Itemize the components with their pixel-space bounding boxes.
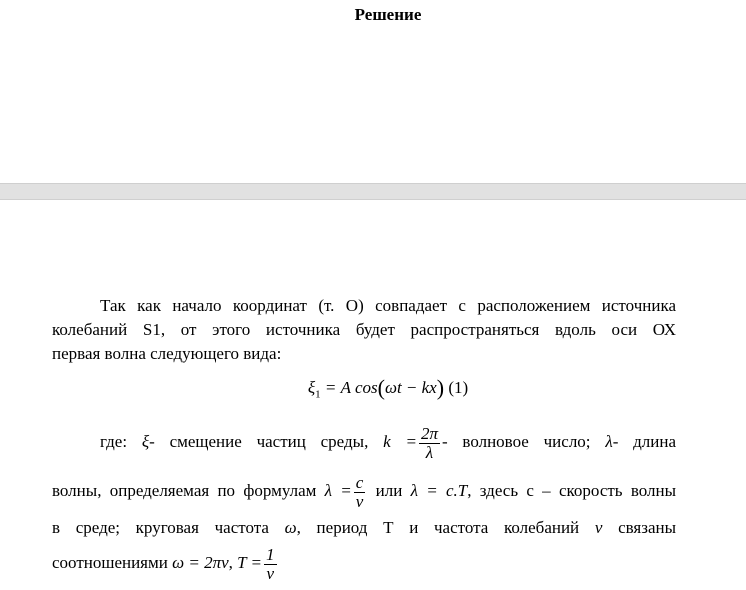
formula-rhs: = A cos: [320, 378, 378, 397]
speed-text: , здесь с – скорость волны: [467, 481, 677, 500]
intro-line-2: колебаний S1, от этого источника будет распространяться вдоль оси ОХ: [52, 320, 676, 339]
c-numerator: c: [355, 472, 364, 492]
formula-argument: ωt − kx: [384, 378, 437, 397]
lambda-cT: λ = c.T: [410, 481, 468, 500]
paragraph-intro: [52, 294, 676, 366]
formula-number: (1): [444, 378, 469, 397]
xi-symbol-2: ξ: [141, 432, 150, 451]
period-frequency-text: , период Т и частота колебаний: [296, 518, 580, 537]
lambda-eq: λ =: [324, 481, 352, 500]
definitions-line-3: [52, 516, 676, 540]
period-fraction: [264, 546, 277, 583]
formulas-text: волны, определяемая по формулам: [52, 481, 317, 500]
xi-subscript: 1: [315, 388, 321, 401]
page-separator: [0, 183, 746, 200]
nu-denominator-2: ν: [266, 563, 275, 583]
length-text: - длина: [612, 432, 677, 451]
definitions-line-2: [52, 471, 676, 511]
xi-symbol: ξ: [307, 378, 316, 397]
k-fraction: [419, 425, 440, 462]
left-paren: (: [377, 375, 385, 400]
comma: ,: [228, 553, 233, 572]
period-symbol: T =: [237, 553, 263, 572]
related-text: связаны: [618, 518, 677, 537]
intro-line-1-text: Так как начало координат (т. О) совпадает с расположением источника: [100, 296, 676, 315]
where-label: где:: [100, 432, 128, 451]
angular-frequency-text: в среде; круговая частота: [52, 518, 269, 537]
nu-symbol: ν: [594, 518, 603, 537]
or-text: или: [375, 481, 403, 500]
k-denominator: λ: [425, 442, 434, 462]
one-numerator: 1: [266, 544, 275, 564]
definitions-line-1: [52, 422, 676, 462]
lambda-symbol: λ: [605, 432, 613, 451]
intro-line-3: первая волна следующего вида:: [52, 344, 282, 363]
k-numerator: 2π: [420, 423, 438, 443]
relations-text: соотношениями: [52, 553, 168, 572]
omega-equation: ω = 2πν: [172, 553, 229, 572]
formula-1: [0, 376, 746, 406]
intro-line-1: [52, 294, 676, 318]
displacement-text: - смещение частиц среды,: [149, 432, 369, 451]
definitions-line-4: [52, 543, 676, 583]
right-paren: ): [436, 375, 445, 400]
c-over-nu-fraction: [354, 474, 366, 511]
k-symbol: k =: [383, 432, 417, 451]
wave-number-text: - волновое число;: [441, 432, 591, 451]
omega-symbol: ω: [284, 518, 297, 537]
nu-denominator: ν: [355, 491, 364, 511]
solution-heading: Решение: [354, 5, 422, 24]
